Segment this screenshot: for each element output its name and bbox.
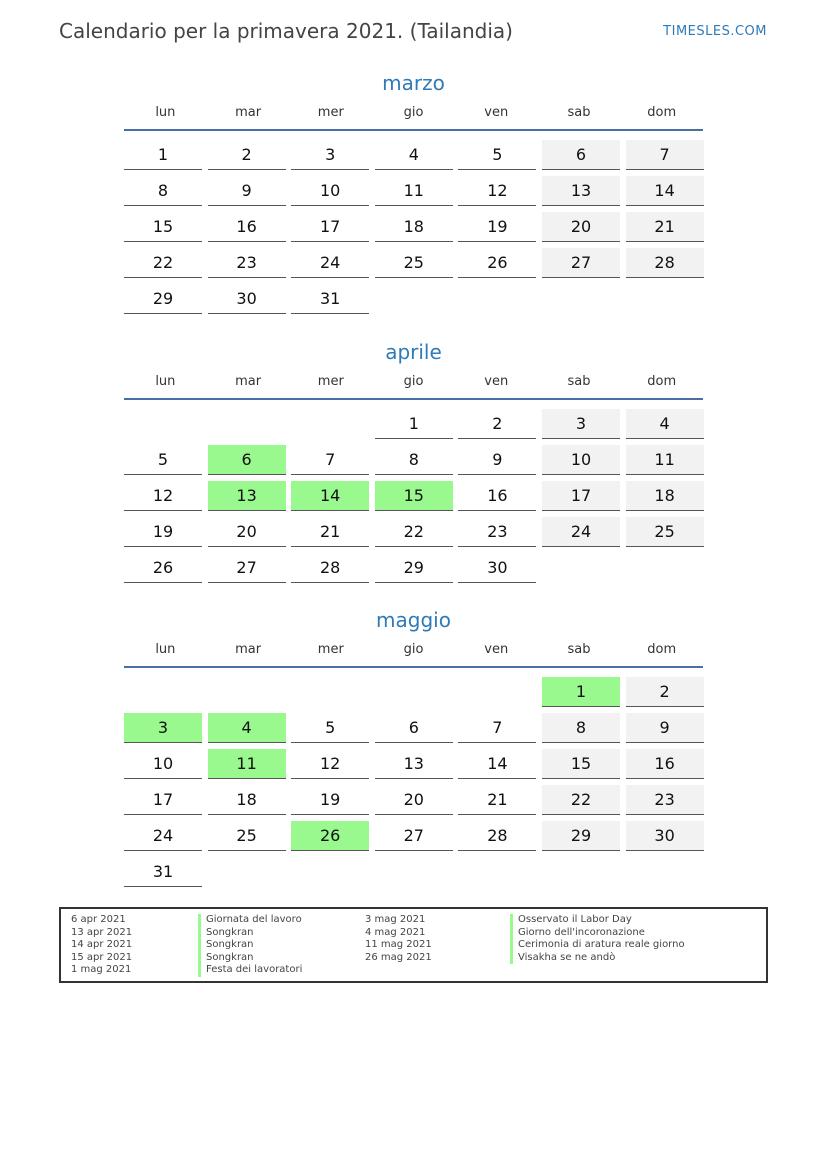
day-cell: 21: [458, 785, 536, 815]
day-cell: 11: [375, 176, 453, 206]
day-cell: 18: [208, 785, 286, 815]
weekday-label: ven: [484, 642, 509, 657]
day-cell: 20: [375, 785, 453, 815]
day-cell: 29: [542, 821, 620, 851]
day-cell: 26: [124, 553, 202, 583]
day-cell: 10: [124, 749, 202, 779]
weekday-label: lun: [155, 105, 176, 120]
day-cell: 16: [208, 212, 286, 242]
weekday-label: sab: [567, 642, 591, 657]
weekday-label: mar: [235, 105, 262, 120]
day-cell: 11: [626, 445, 704, 475]
day-cell: 30: [208, 284, 286, 314]
day-cell: 7: [626, 140, 704, 170]
brand-logo[interactable]: TIMESLES.COM: [663, 24, 767, 39]
day-cell: 25: [375, 248, 453, 278]
weekday-label: mer: [317, 642, 344, 657]
day-cell: 24: [124, 821, 202, 851]
day-cell: 20: [542, 212, 620, 242]
day-cell: 15: [375, 481, 453, 511]
day-cell: 22: [542, 785, 620, 815]
day-cell: 6: [542, 140, 620, 170]
day-cell: 17: [291, 212, 369, 242]
legend-dates-right: [365, 914, 432, 964]
day-cell: 26: [291, 821, 369, 851]
day-cell: 31: [124, 857, 202, 887]
weekday-label: mer: [317, 105, 344, 120]
day-cell: 14: [291, 481, 369, 511]
day-cell: 29: [124, 284, 202, 314]
day-cell: 15: [124, 212, 202, 242]
day-cell: 23: [458, 517, 536, 547]
day-cell: 30: [626, 821, 704, 851]
month-march: [124, 70, 703, 308]
legend-date: 3 mag 2021: [365, 914, 426, 925]
day-cell: 17: [124, 785, 202, 815]
month-name: marzo: [382, 71, 445, 95]
legend-names-left: [198, 914, 302, 977]
day-cell: 19: [458, 212, 536, 242]
day-cell: 3: [542, 409, 620, 439]
day-cell: 4: [375, 140, 453, 170]
day-cell: 12: [291, 749, 369, 779]
day-cell: 22: [124, 248, 202, 278]
legend-date: 11 mag 2021: [365, 939, 432, 950]
weekday-header: [124, 104, 703, 131]
legend-holiday-name: Osservato il Labor Day: [510, 914, 685, 927]
day-cell: 18: [626, 481, 704, 511]
weekday-label: dom: [647, 105, 677, 120]
holiday-legend: [59, 907, 768, 983]
day-cell: 4: [626, 409, 704, 439]
day-cell: 18: [375, 212, 453, 242]
day-cell: 27: [208, 553, 286, 583]
day-cell: 27: [375, 821, 453, 851]
day-cell: 6: [375, 713, 453, 743]
day-cell: 6: [208, 445, 286, 475]
day-cell: 12: [458, 176, 536, 206]
legend-date: 4 mag 2021: [365, 926, 426, 938]
weekday-label: lun: [155, 374, 176, 389]
weekday-label: ven: [484, 374, 509, 389]
month-may: [124, 607, 703, 881]
legend-holiday-name: Visakha se ne andò: [510, 952, 685, 965]
day-cell: 9: [626, 713, 704, 743]
day-cell: 23: [208, 248, 286, 278]
day-cell: 9: [208, 176, 286, 206]
legend-date: 6 apr 2021: [71, 914, 126, 925]
weekday-label: lun: [155, 642, 176, 657]
legend-holiday-name: Cerimonia di aratura reale giorno: [510, 939, 685, 952]
weekday-label: dom: [647, 642, 677, 657]
day-cell: 8: [375, 445, 453, 475]
day-cell: 14: [626, 176, 704, 206]
day-cell: 13: [542, 176, 620, 206]
day-cell: 8: [542, 713, 620, 743]
weekday-label: gio: [403, 374, 424, 389]
day-cell: 19: [124, 517, 202, 547]
weekday-label: ven: [484, 105, 509, 120]
day-cell: 24: [542, 517, 620, 547]
day-cell: 2: [208, 140, 286, 170]
day-cell: 16: [458, 481, 536, 511]
weekday-label: sab: [567, 105, 591, 120]
legend-holiday-name: Festa dei lavoratori: [198, 964, 302, 977]
weekday-label: sab: [567, 374, 591, 389]
day-cell: 2: [458, 409, 536, 439]
day-cell: 28: [291, 553, 369, 583]
weekday-label: mar: [235, 374, 262, 389]
day-cell: 5: [124, 445, 202, 475]
day-cell: 27: [542, 248, 620, 278]
legend-date: 13 apr 2021: [71, 926, 133, 938]
day-cell: 25: [626, 517, 704, 547]
weekday-label: gio: [403, 105, 424, 120]
day-cell: 29: [375, 553, 453, 583]
day-cell: 11: [208, 749, 286, 779]
day-cell: 3: [291, 140, 369, 170]
day-cell: 5: [291, 713, 369, 743]
day-cell: 24: [291, 248, 369, 278]
month-name: maggio: [376, 608, 451, 632]
day-cell: 7: [458, 713, 536, 743]
day-cell: 19: [291, 785, 369, 815]
day-cell: 21: [291, 517, 369, 547]
day-cell: 5: [458, 140, 536, 170]
weekday-header: [124, 641, 703, 668]
day-cell: 15: [542, 749, 620, 779]
legend-dates-left: [71, 914, 132, 977]
day-cell: 2: [626, 677, 704, 707]
day-cell: 31: [291, 284, 369, 314]
day-cell: 7: [291, 445, 369, 475]
day-cell: 12: [124, 481, 202, 511]
weekday-label: gio: [403, 642, 424, 657]
day-cell: 28: [626, 248, 704, 278]
day-cell: 23: [626, 785, 704, 815]
weekday-label: mer: [317, 374, 344, 389]
day-cell: 21: [626, 212, 704, 242]
legend-date: 26 mag 2021: [365, 951, 432, 963]
day-cell: 1: [542, 677, 620, 707]
day-cell: 10: [542, 445, 620, 475]
day-cell: 30: [458, 553, 536, 583]
legend-date: 15 apr 2021: [71, 951, 133, 963]
weekday-header: [124, 373, 703, 400]
legend-names-right: [510, 914, 685, 964]
legend-holiday-name: Songkran: [198, 927, 302, 940]
day-cell: 26: [458, 248, 536, 278]
legend-holiday-name: Giorno dell'incoronazione: [510, 927, 685, 940]
day-cell: 1: [124, 140, 202, 170]
day-cell: 1: [375, 409, 453, 439]
weekday-label: dom: [647, 374, 677, 389]
legend-date: 14 apr 2021: [71, 939, 133, 950]
page-title: Calendario per la primavera 2021. (Tailandia): [59, 19, 513, 43]
day-cell: 10: [291, 176, 369, 206]
day-cell: 28: [458, 821, 536, 851]
month-name: aprile: [385, 340, 442, 364]
day-cell: 9: [458, 445, 536, 475]
weekday-label: mar: [235, 642, 262, 657]
day-cell: 20: [208, 517, 286, 547]
day-cell: 13: [208, 481, 286, 511]
day-cell: 16: [626, 749, 704, 779]
day-cell: 17: [542, 481, 620, 511]
day-cell: 14: [458, 749, 536, 779]
day-cell: 13: [375, 749, 453, 779]
legend-holiday-name: Giornata del lavoro: [198, 914, 302, 927]
legend-date: 1 mag 2021: [71, 964, 132, 975]
month-april: [124, 339, 703, 577]
day-cell: 4: [208, 713, 286, 743]
legend-holiday-name: Songkran: [198, 939, 302, 952]
day-cell: 8: [124, 176, 202, 206]
day-cell: 3: [124, 713, 202, 743]
legend-holiday-name: Songkran: [198, 952, 302, 965]
day-cell: 25: [208, 821, 286, 851]
day-cell: 22: [375, 517, 453, 547]
